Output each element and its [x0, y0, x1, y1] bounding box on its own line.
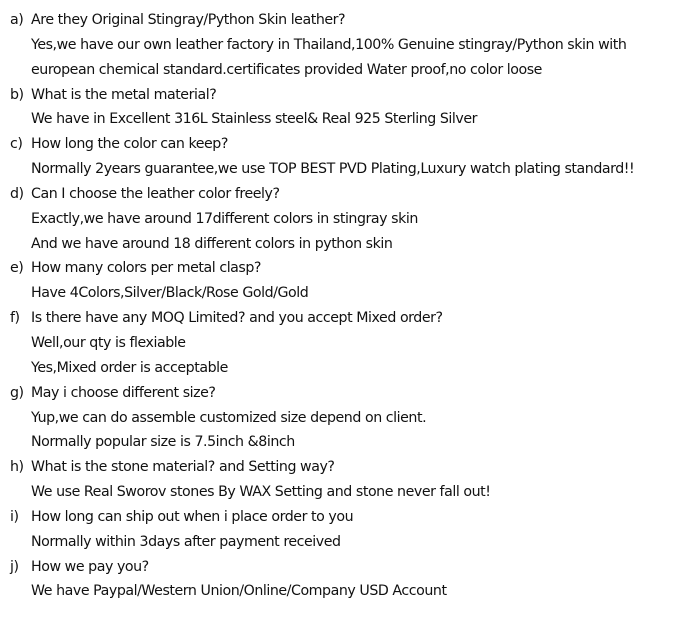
question-text: How long the color can keep?	[31, 136, 228, 153]
answer-text: Have 4Colors,Silver/Black/Rose Gold/Gold	[31, 285, 309, 302]
question-text: Can I choose the leather color freely?	[31, 185, 280, 202]
answer-text: Normally popular size is 7.5inch &8inch	[31, 434, 295, 451]
answer-text: Yes,Mixed order is acceptable	[31, 359, 228, 376]
faq-answer	[0, 530, 690, 555]
answer-text: Normally 2years guarantee,we use TOP BEST PVD Plating,Luxury watch plating standard!!	[31, 161, 635, 178]
faq-list	[0, 8, 690, 604]
faq-answer	[0, 232, 690, 257]
faq-question	[0, 83, 690, 108]
question-text: Is there have any MOQ Limited? and you accept Mixed order?	[31, 310, 443, 327]
answer-text: And we have around 18 different colors in python skin	[31, 235, 393, 252]
question-text: Are they Original Stingray/Python Skin leather?	[31, 12, 346, 28]
answer-text: Yes,we have our own leather factory in Thailand,100% Genuine stingray/Python skin with	[31, 36, 627, 53]
faq-answer	[0, 430, 690, 455]
faq-question	[0, 555, 690, 580]
faq-answer	[0, 331, 690, 356]
question-marker: d)	[10, 185, 24, 202]
question-marker: c)	[10, 136, 23, 153]
faq-answer	[0, 207, 690, 232]
faq-answer	[0, 33, 690, 58]
faq-answer	[0, 356, 690, 381]
answer-text: We use Real Sworov stones By WAX Setting and stone never fall out!	[31, 484, 491, 501]
faq-question	[0, 256, 690, 281]
question-text: How long can ship out when i place order to you	[31, 508, 354, 525]
question-text: What is the stone material? and Setting way?	[31, 459, 335, 476]
question-text: How we pay you?	[31, 558, 149, 575]
answer-text: Yup,we can do assemble customized size depend on client.	[31, 409, 427, 426]
question-text: How many colors per metal clasp?	[31, 260, 262, 277]
question-marker: a)	[10, 12, 24, 28]
answer-text: We have in Excellent 316L Stainless steel& Real 925 Sterling Silver	[31, 111, 477, 128]
faq-question	[0, 455, 690, 480]
faq-answer	[0, 579, 690, 604]
faq-question	[0, 381, 690, 406]
question-marker: e)	[10, 260, 24, 277]
faq-answer	[0, 406, 690, 431]
faq-answer	[0, 480, 690, 505]
faq-question	[0, 132, 690, 157]
faq-question	[0, 505, 690, 530]
faq-question	[0, 8, 690, 33]
question-marker: b)	[10, 86, 24, 103]
question-text: What is the metal material?	[31, 86, 217, 103]
question-marker: g)	[10, 384, 24, 401]
question-marker: i)	[10, 508, 19, 525]
faq-answer	[0, 157, 690, 182]
answer-text: Normally within 3days after payment received	[31, 533, 341, 550]
faq-answer	[0, 107, 690, 132]
question-marker: f)	[10, 310, 20, 327]
faq-question	[0, 182, 690, 207]
answer-text: We have Paypal/Western Union/Online/Company USD Account	[31, 583, 447, 600]
question-marker: h)	[10, 459, 24, 476]
faq-answer	[0, 281, 690, 306]
answer-text: european chemical standard.certificates provided Water proof,no color loose	[31, 61, 542, 78]
faq-answer	[0, 58, 690, 83]
faq-question	[0, 306, 690, 331]
answer-text: Well,our qty is flexiable	[31, 334, 186, 351]
question-text: May i choose different size?	[31, 384, 216, 401]
answer-text: Exactly,we have around 17different colors in stingray skin	[31, 210, 418, 227]
question-marker: j)	[10, 558, 19, 575]
